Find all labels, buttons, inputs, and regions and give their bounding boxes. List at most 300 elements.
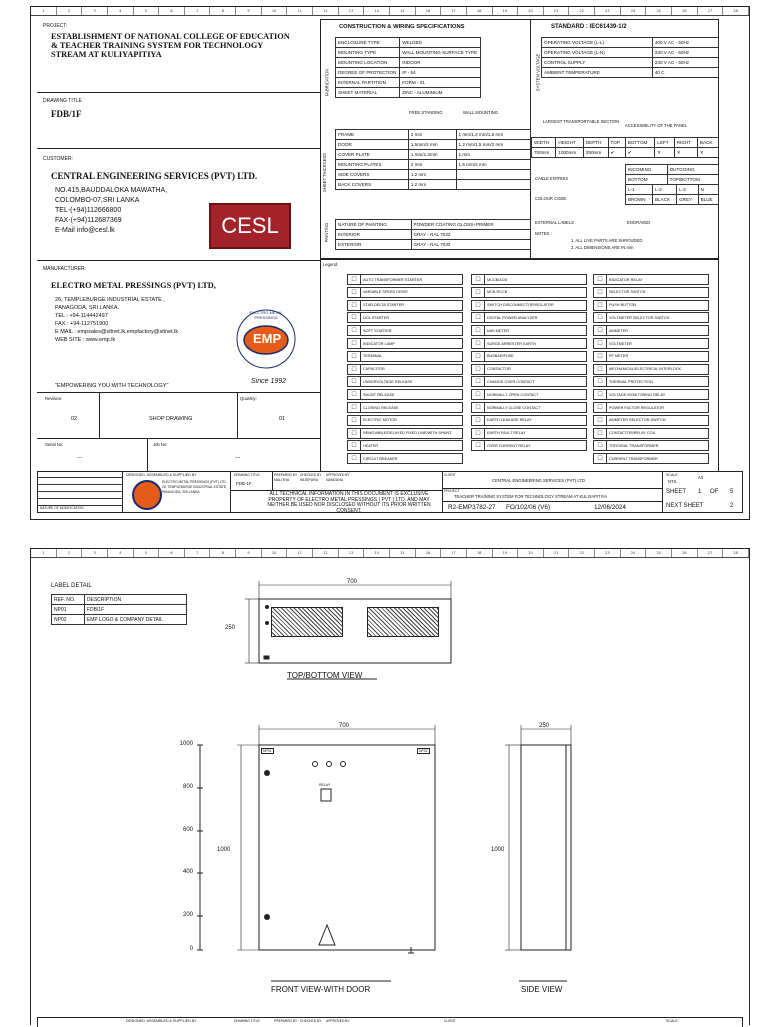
legend-text: DOL STARTER [363,315,390,320]
customer-block [37,148,321,260]
height-scale-tick: 600 [182,827,193,833]
fabrication-row [336,48,481,58]
legend-symbol-icon: □ [472,390,485,399]
legend-item [593,300,709,311]
colour-row-cell: GREY [677,195,699,205]
grid-tick: 20 [518,549,544,557]
legend-item [593,274,709,285]
manufacturer-address-line: PANAGODA, SRI LANKA. [55,305,120,311]
title-block [37,471,743,513]
thickness-row-cell [456,170,531,180]
title-company-line: 26, TEMPLEBURGE INDUSTRIAL ESTATE, [162,485,227,489]
disclaimer: ALL TECHNICAL INFORMATION IN THIS DOCUMENT IS EXCLUSIVE PROPERTY OF ELECTRO METAL PRESSINGS ( PVT ) LTD. AND MAY NEITHER BE USED NOR DISCLOSED WITHOUT ITS PRIOR WRITTEN CONSENT. [267,491,431,514]
grid-tick: 10 [262,549,288,557]
legend-symbol-icon: □ [472,441,485,450]
grid-tick: 19 [493,549,519,557]
legend-label: Legend: [323,262,339,267]
grid-tick: 8 [210,7,236,15]
legend-item [347,428,463,439]
legend-symbol-icon: □ [472,339,485,348]
nameplate-np01: NP01 [263,749,272,753]
paper-size: A3 [698,475,704,480]
checked-by-label: CHECKED BY [300,473,322,477]
fabrication-row-cell: ENCLOSURE TYPE [336,38,400,48]
scale-value: NTS [668,479,677,484]
thickness-row-cell: 1.2 mm/1.5 mm/2 mm [456,140,531,150]
grid-tick: 21 [544,549,570,557]
title-company-line: PANAGODA, SRI LANKA. [162,490,201,494]
footer-designed-by: DESIGNED, ASSEMBLED & SUPPLIED BY [126,1019,197,1023]
manufacturer-address [55,296,178,344]
legend-item [593,440,709,451]
checked-by-name: WIJEPURA [300,478,319,482]
thickness-header-free: FREE STANDING [409,110,443,115]
grid-tick: 21 [544,7,570,15]
fabrication-row-cell: IP - 54 [400,68,481,78]
size-access-row-cell: ✕ [674,148,697,158]
external-labels-value: ENGRAVED [627,220,651,225]
legend-text: NORMALLY CLOSE CONTACT [487,405,541,410]
legend-item [471,351,587,362]
painting-row-cell: INTERIOR [336,230,412,240]
grid-tick: 8 [210,549,236,557]
voltage-row-cell: 40 C [652,68,718,78]
grid-tick: 10 [262,7,288,15]
legend-text: DIGITAL POWER ANALYZER [487,315,538,320]
colour-row-cell: BROWN [626,195,653,205]
voltage-row [542,68,719,78]
grid-tick: 6 [159,549,185,557]
voltage-row [542,58,719,68]
legend-item [347,440,463,451]
grid-tick: 1 [31,7,57,15]
footer-approved: APPROVED BY [326,1019,350,1023]
thickness-row-cell: 2 mm [408,130,456,140]
side-height-dimension: 1000 [491,847,505,853]
grid-tick: 15 [390,549,416,557]
legend-text: AUTO TRANSFORMER STARTER [363,277,423,282]
grid-tick: 5 [134,7,160,15]
cable-row-cell: BOTTOM [626,175,668,185]
legend-symbol-icon: □ [348,377,361,386]
relay-label: RELAY [319,783,331,787]
voltage-table [541,37,719,78]
legend-item [471,287,587,298]
voltage-row-cell: 230 V AC - 50Hz [652,58,718,68]
legend-item [471,415,587,426]
size-access-row-cell: 700mm [532,148,556,158]
grid-tick: 22 [569,549,595,557]
label-row-cell: NP02 [52,615,85,625]
revision-block [37,392,321,438]
thickness-row-cell: COVER PLATE [336,150,409,160]
legend-symbol-icon: □ [472,326,485,335]
title-company-line: ELECTRO METAL PRESSINGS (PVT) LTD. [162,480,227,484]
emp-ring-text: ELECTRO METAL PRESSINGS [249,310,283,320]
grid-tick: 5 [134,549,160,557]
grid-tick: 3 [82,7,108,15]
label-row-cell: DESCRIPTION [84,595,186,605]
nameplate-np02: NP02 [419,749,428,753]
legend-item [471,402,587,413]
legend-text: HEATER [363,443,379,448]
fabrication-row [336,38,481,48]
manufacturer-block [37,260,321,392]
note-1: 1. ALL LIVE PARTS ARE SHROUDED [571,238,643,243]
legend-item [347,312,463,323]
top-view-title: TOP/BOTTOM VIEW [287,671,363,680]
legend-symbol-icon: □ [594,365,607,374]
legend-text: INDICATOR RELAY [609,277,643,282]
vent-louver-left [271,607,343,637]
size-access-table [531,137,719,158]
legend-item [593,364,709,375]
front-view-outline [259,745,435,950]
legend-symbol-icon: □ [472,275,485,284]
grid-tick: 28 [723,7,749,15]
legend-symbol-icon: □ [594,416,607,425]
thickness-row-cell: 1.5mm/2 mm [408,140,456,150]
emp-logo-text: EMP [253,331,282,346]
legend-item [593,389,709,400]
thickness-row-cell: 1 mm/1.2mm [408,150,456,160]
legend-symbol-icon: □ [348,352,361,361]
serial-value: --- [77,455,83,461]
legend-item [593,453,709,464]
thickness-row-cell: 2 mm [408,160,456,170]
grid-tick: 7 [185,7,211,15]
legend-item [347,402,463,413]
grid-tick: 9 [236,549,262,557]
legend-text: MCB RCCB [487,290,508,295]
legend-symbol-icon: □ [348,275,361,284]
colour-row-cell: L-2 [653,185,677,195]
since-label: Since 1992 [251,378,287,385]
legend-text: AMMETER [609,328,628,333]
legend-item [471,364,587,375]
project-value: TEACHER TRAINING SYSTEM FOR TECHNOLOGY STREAM AT KULIYAPITIYA [454,494,608,499]
of-label: OF [710,489,719,495]
cable-row [626,175,719,185]
legend-text: REMOVABLE/DELAYED FIXED LINE/WITH SHUNT [363,431,452,436]
legend-text: kWh METER [487,328,509,333]
fabrication-row-cell: ZINC - ALUMINIUM [400,88,481,98]
fabrication-row-cell: MOUNTING LOCATION [336,58,400,68]
legend-item [471,274,587,285]
colour-row [626,195,719,205]
legend-item [471,440,587,451]
colour-row-cell: BLUE [698,195,718,205]
voltage-row-cell: CONTROL SUPPLY [542,58,653,68]
legend-item [471,338,587,349]
grid-tick: 2 [57,7,83,15]
label-row-cell: NP01 [52,605,85,615]
system-voltage-label: SYSTEM VOLTAGE [535,53,541,92]
grid-tick: 25 [646,549,672,557]
legend-symbol-icon: □ [472,365,485,374]
sheet-value: 1 [698,489,702,495]
grid-tick: 12 [313,549,339,557]
thickness-row [336,150,531,160]
prepared-by-name: MALITHA [274,478,290,482]
footer-drawing-label: DRAWING TITLE [234,1019,260,1023]
grid-tick: 23 [595,549,621,557]
size-access-row-cell: RIGHT [674,138,697,148]
footer-scale: SCALE [666,1019,678,1023]
legend-text: NORMALLY OPEN CONTACT [487,392,539,397]
front-width-dimension: 700 [339,723,350,729]
painting-row-cell: NATURE OF PAINTING [336,220,412,230]
legend-text: ELECTRIC MOTOR [363,418,397,423]
grid-tick: 11 [287,7,313,15]
legend-text: INDICATOR LAMP [363,341,395,346]
thickness-row-cell: 1 mm/1.2 mm/1.5 mm [456,130,531,140]
front-view-title: FRONT VIEW-WITH DOOR [271,985,371,994]
legend-item [347,287,463,298]
footer-checked: CHECKED BY [300,1019,322,1023]
legend-text: TERMINAL [363,354,383,359]
legend-item [471,428,587,439]
legend-text: OVER CURRENT RELAY [487,443,531,448]
voltage-row-cell: 230 V AC - 50Hz [652,48,718,58]
voltage-row-cell: 400 V AC - 50Hz [652,38,718,48]
prepared-by-label: PREPARED BY [274,473,298,477]
legend-symbol-icon: □ [594,377,607,386]
legend-symbol-icon: □ [472,429,485,438]
standard-label: STANDARD : IEC61439-1/2 [551,24,627,30]
legend-text: SHUNT RELEASE [363,392,395,397]
legend-text: VOLTMETER [609,341,632,346]
approved-by-label: APPROVED BY [326,473,350,477]
cable-row-cell: INCOMING [626,165,668,175]
note-2: 2. ALL DIMENSIONS ARE IN mm [571,245,634,250]
grid-tick: 23 [595,7,621,15]
scale-label: SCALE [666,473,678,477]
legend-symbol-icon: □ [594,288,607,297]
legend-item [471,376,587,387]
painting-row [336,230,531,240]
legend-symbol-icon: □ [594,352,607,361]
grid-tick: 17 [441,549,467,557]
legend-text: TOROIDAL TRANSFORMER [609,443,659,448]
legend-symbol-icon: □ [348,326,361,335]
legend-text: CLOSING RELEASE [363,405,399,410]
thickness-row-cell: 1.5 mm/2 mm [456,160,531,170]
legend-text: SWITCH DISCONNECTOR/ISOLATOR [487,303,554,308]
grid-tick: 20 [518,7,544,15]
drawing-sheet-1 [30,6,750,520]
grid-tick: 13 [339,549,365,557]
painting-row-cell: GRAY - RAL 7032 [411,230,531,240]
manufacturer-name: ELECTRO METAL PRESSINGS (PVT) LTD, [51,281,216,290]
fabrication-row-cell: SHEET MATERIAL [336,88,400,98]
manufacturer-slogan: "EMPOWERING YOU WITH TECHNOLOGY" [55,383,169,389]
thickness-row-cell: FRAME [336,130,409,140]
grid-tick: 26 [672,7,698,15]
quantity-value: 01 [279,416,286,422]
thickness-row-cell: SIDE COVERS [336,170,409,180]
grid-tick: 17 [441,7,467,15]
size-access-row-cell: ✔ [608,148,625,158]
legend-symbol-icon: □ [348,441,361,450]
legend-text: THERMAL PROTECTION [609,379,653,384]
fabrication-row [336,78,481,88]
legend-text: POWER FACTOR REGULATOR [609,405,665,410]
voltage-row-cell: OPERATING VOLTAGE (L-N) [542,48,653,58]
sheet-thickness-label: SHEET THICKNESS [321,153,327,192]
legend-item [347,325,463,336]
legend-text: SELECTOR SWITCH [609,290,646,295]
side-view-outline [521,745,571,950]
legend-text: MCCB/ACB [487,277,508,282]
legend-item [347,389,463,400]
fabrication-row-cell: WALL MOUNTING-SURFACE TYPE [400,48,481,58]
legend-text: VARIABLE SPEED DRIVE [363,290,408,295]
thickness-row-cell: 1 mm [456,150,531,160]
legend-symbol-icon: □ [348,339,361,348]
customer-address-line: NO.415,BAUDDALOKA MAWATHA, [55,187,168,194]
designed-by: DESIGNED, ASSEMBLED & SUPPLIED BY [126,473,197,477]
legend-symbol-icon: □ [348,313,361,322]
legend-symbol-icon: □ [348,454,361,463]
fabrication-row [336,68,481,78]
legend-item [347,274,463,285]
legend-text: CONTACTOR [487,367,511,372]
customer-address-line: E-Mail info@cesl.lk [55,227,115,234]
drawing-label: DRAWING TITLE [234,473,260,477]
grid-tick: 3 [82,549,108,557]
legend-text: CHANGE-OVER CONTACT [487,379,535,384]
grid-tick: 11 [287,549,313,557]
reference-number: FO/102/06 (V6) [506,504,551,511]
legend-item [347,453,463,464]
legend-symbol-icon: □ [472,352,485,361]
painting-table [335,219,531,250]
legend-symbol-icon: □ [348,365,361,374]
legend-item [347,415,463,426]
size-access-row [532,138,719,148]
legend-text: STAR-DELTA STARTER [363,303,404,308]
cable-row-cell: TOP/BOTTOM [667,175,718,185]
legend-item [593,287,709,298]
size-access-row-cell: DEPTH [583,138,608,148]
colour-row-cell: BLACK [653,195,677,205]
serial-block [37,438,321,471]
customer-heading: CUSTOMER: [43,156,73,162]
height-scale-tick: 800 [182,784,193,790]
legend-text: BUSBAR/FUSE [487,354,514,359]
drawing-title-heading: DRAWING TITLE [43,98,82,104]
fabrication-row [336,88,481,98]
colour-row-cell: N [698,185,718,195]
legend-item [471,325,587,336]
grid-tick: 13 [339,7,365,15]
grid-tick: 28 [723,549,749,557]
grid-tick: 27 [698,549,724,557]
serial-label: Serial No: [45,442,64,447]
thickness-row [336,130,531,140]
legend-symbol-icon: □ [594,454,607,463]
size-access-row-cell: BACK [697,138,718,148]
accessibility-label: ACCESSIBILITY OF THE PANEL [625,123,688,128]
side-view-title: SIDE VIEW [521,985,563,994]
legend-item [593,376,709,387]
fabrication-row-cell: INDOOR [400,58,481,68]
drawing-title: FDB/1F [51,109,82,119]
revision-value: 02 [71,416,78,422]
top-width-dimension: 700 [347,579,358,585]
emp-small-logo [132,480,162,510]
label-detail-heading: LABEL DETAIL [51,583,92,589]
revision-columns: NATURE OF MODIFICATION [40,506,84,510]
fabrication-row-cell: DEGREE OF PROTECTION [336,68,400,78]
revision-description: SHOP DRAWING [149,416,193,422]
project-title: ESTABLISHMENT OF NATIONAL COLLEGE OF EDUCATION & TEACHER TRAINING SYSTEM FOR TECHNOLOGY STREAM AT KULIYAPITIYA [51,32,290,59]
painting-row-cell: GRAY - RAL 7032 [411,240,531,250]
thickness-row [336,170,531,180]
approved-by-name: NANDANA [326,478,344,482]
size-access-row-cell: ✕ [697,148,718,158]
cable-row [626,165,719,175]
voltage-row-cell: AMBIENT TEMPERATURE [542,68,653,78]
legend-symbol-icon: □ [594,429,607,438]
grid-tick: 16 [416,549,442,557]
drawing-date: 12/06/2024 [594,504,626,511]
size-access-row-cell: LEFT [655,138,674,148]
size-access-row-cell: WIDTH [532,138,556,148]
grid-tick: 12 [313,7,339,15]
manufacturer-address-line: E MAIL : empsales@sltnet.lk,empfactory@sltnet.lk [55,329,179,335]
grid-tick: 24 [621,549,647,557]
legend-text: CIRCUIT BREAKER [363,456,398,461]
painting-row [336,220,531,230]
legend-symbol-icon: □ [348,403,361,412]
top-grid-ruler [31,7,749,16]
legend-item [471,300,587,311]
label-row-cell: FDB/1F [84,605,186,615]
legend-item [347,300,463,311]
side-depth-dimension: 250 [539,723,550,729]
legend-text: UNDERVOLTAGE RELEASE [363,379,413,384]
grid-tick: 16 [416,7,442,15]
legend-symbol-icon: □ [348,416,361,425]
size-access-row-cell: BOTTOM [625,138,655,148]
thickness-row-cell [456,180,531,190]
fabrication-table [335,37,481,98]
legend-symbol-icon: □ [594,275,607,284]
size-access-row-cell: TOP [608,138,625,148]
legend-symbol-icon: □ [594,441,607,450]
grid-tick: 14 [364,549,390,557]
size-access-row-cell: ✔ [625,148,655,158]
legend-text: EARTH FAULT RELAY [487,431,526,436]
legend-text: CAPACITOR [363,367,385,372]
colour-row [626,185,719,195]
grid-tick: 24 [621,7,647,15]
top-depth-dimension: 250 [225,625,236,631]
cable-entries-table [625,164,719,185]
legend-symbol-icon: □ [348,288,361,297]
customer-address-line: COLOMBO-07,SRI LANKA [55,197,140,204]
legend-item [593,351,709,362]
legend-text: CONTACTOR/RELAY COIL [609,431,656,436]
legend-symbol-icon: □ [594,403,607,412]
notes-label: NOTES : [535,231,552,236]
legend-symbol-icon: □ [594,390,607,399]
legend-text: PF METER [609,354,629,359]
fabrication-row-cell: MOUNTING TYPE [336,48,400,58]
legend-symbol-icon: □ [472,288,485,297]
